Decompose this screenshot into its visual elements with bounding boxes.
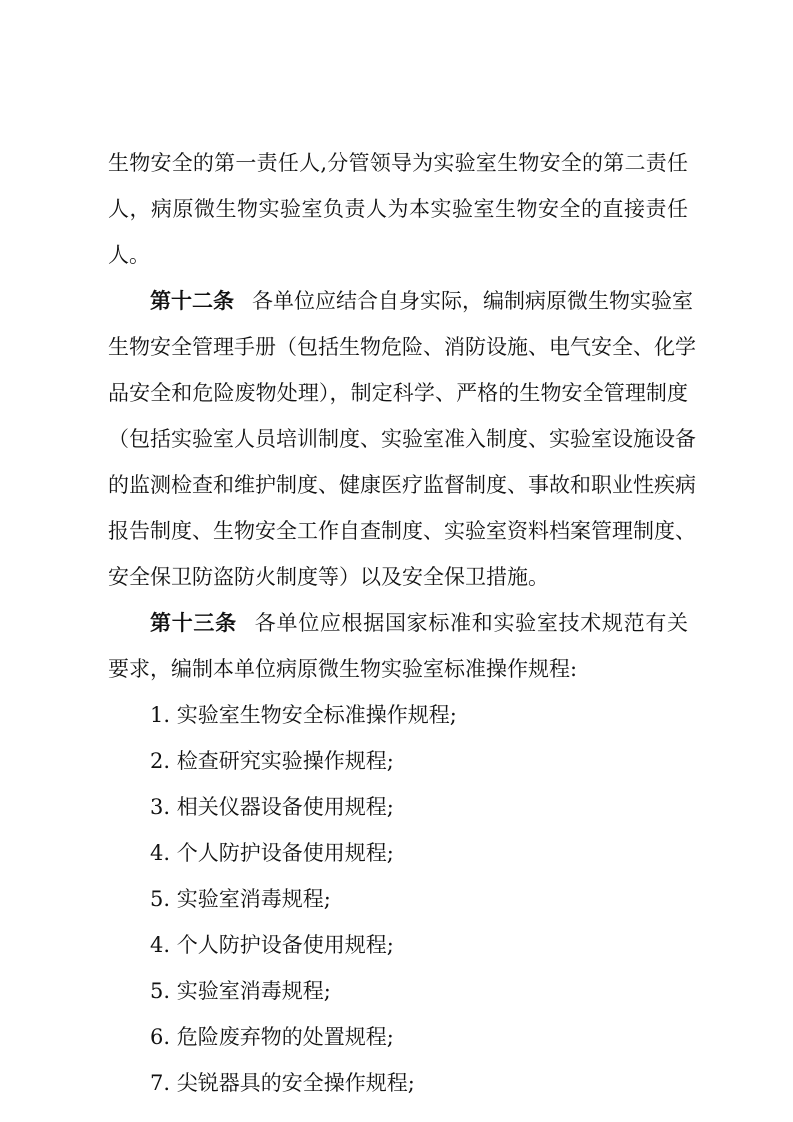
list-item: 4. 个人防护设备使用规程; — [150, 933, 394, 957]
paragraph-line: 要求，编制本单位病原微生物实验室标准操作规程: — [108, 657, 578, 681]
list-item: 7. 尖锐器具的安全操作规程; — [150, 1071, 415, 1095]
paragraph-line: 安全保卫防盗防火制度等）以及安全保卫措施。 — [108, 565, 549, 589]
list-item: 2. 检查研究实验操作规程; — [150, 749, 394, 773]
paragraph-line: 的监测检查和维护制度、健康医疗监督制度、事故和职业性疾病 — [108, 473, 696, 497]
paragraph-line: 报告制度、生物安全工作自查制度、实验室资料档案管理制度、 — [108, 519, 696, 543]
list-item: 5. 实验室消毒规程; — [150, 979, 331, 1003]
article-13-label: 第十三条 — [150, 611, 237, 635]
article-13-first-line — [150, 608, 688, 638]
article-12-text: 各单位应结合自身实际，编制病原微生物实验室 — [252, 289, 693, 313]
paragraph-line: 生物安全的第一责任人,分管领导为实验室生物安全的第二责任 — [108, 151, 688, 175]
list-item: 4. 个人防护设备使用规程; — [150, 841, 394, 865]
paragraph-line: 人，病原微生物实验室负责人为本实验室生物安全的直接责任 — [108, 197, 688, 221]
list-item: 1. 实验室生物安全标准操作规程; — [150, 703, 457, 727]
paragraph-line: 人。 — [108, 243, 150, 267]
list-item: 5. 实验室消毒规程; — [150, 887, 331, 911]
article-13-text: 各单位应根据国家标准和实验室技术规范有关 — [254, 611, 689, 635]
list-item: 3. 相关仪器设备使用规程; — [150, 795, 394, 819]
paragraph-line: （包括实验室人员培训制度、实验室准入制度、实验室设施设备 — [108, 427, 696, 451]
list-item: 6. 危险废弃物的处置规程; — [150, 1025, 394, 1049]
article-12-label: 第十二条 — [150, 289, 234, 313]
paragraph-line: 品安全和危险废物处理），制定科学、严格的生物安全管理制度 — [108, 381, 688, 405]
article-12-first-line — [150, 286, 693, 316]
paragraph-line: 生物安全管理手册（包括生物危险、消防设施、电气安全、化学 — [108, 335, 696, 359]
